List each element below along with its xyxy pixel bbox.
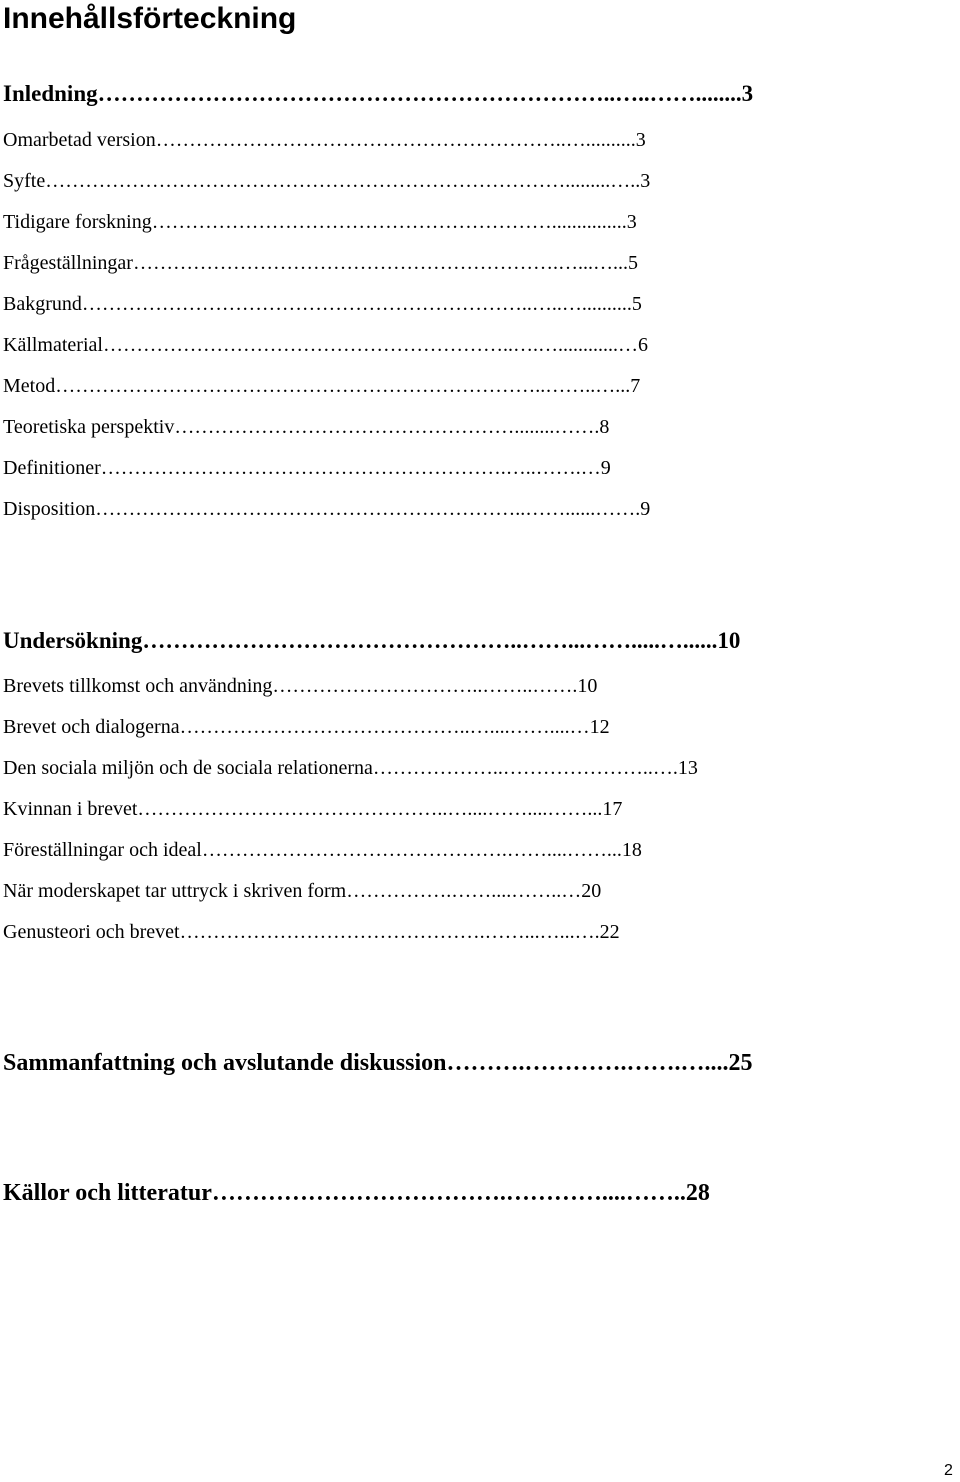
toc-heading-undersokning: Undersökning…………………………………………..……...…….....…......10	[3, 628, 741, 653]
toc-entry-moderskapet: När moderskapet tar uttryck i skriven form…………….……....……..…20	[3, 880, 602, 902]
toc-entry-brevet-och-dialogerna: Brevet och dialogerna……………………………………..…....……....…12	[3, 716, 610, 738]
toc-entry-disposition: Disposition………………………………………………………..……......…….9	[3, 498, 651, 520]
toc-entry-forestallningar: Föreställningar och ideal……………………………………….……....……...18	[3, 839, 642, 861]
toc-entry-metod: Metod………………………………………………………………..……..…...7	[3, 375, 641, 397]
toc-entry-kvinnan-i-brevet: Kvinnan i brevet………………………………………..…....……....……...17	[3, 798, 623, 820]
toc-entry-definitioner: Definitioner…………………………………………………….…..…….…9	[3, 457, 611, 479]
toc-heading-inledning: Inledning…………………………………………………………..…..……........3	[3, 81, 754, 106]
page-number: 2	[944, 1462, 953, 1479]
toc-entry-omarbetad-version: Omarbetad version……………………………………………………..…..........3	[3, 129, 646, 151]
toc-heading-kallor: Källor och litteratur……………………………….…………....……..28	[3, 1180, 710, 1206]
toc-entry-sociala-miljon: Den sociala miljön och de sociala relationerna………………..…………………..….13	[3, 757, 698, 779]
toc-entry-kallmaterial: Källmaterial……………………………………………………..….…............…6	[3, 334, 648, 356]
toc-entry-tidigare-forskning: Tidigare forskning……………………………………………………...............3	[3, 211, 637, 233]
toc-entry-genusteori: Genusteori och brevet……………………………………….……...…...….22	[3, 921, 620, 943]
toc-entry-syfte: Syfte…………………………………………………………………….........…..3	[3, 170, 651, 192]
toc-heading-sammanfattning: Sammanfattning och avslutande diskussion……….………….…….…....25	[3, 1050, 753, 1076]
toc-entry-brevets-tillkomst: Brevets tillkomst och användning…………………………..……..…….10	[3, 675, 598, 697]
toc-entry-teoretiska-perspektiv: Teoretiska perspektiv……………………………………………........…….8	[3, 416, 610, 438]
toc-entry-fragestallningar: Frågeställningar……………………………………………………….…...…...5	[3, 252, 638, 274]
page-title: Innehållsförteckning	[3, 2, 297, 35]
toc-entry-bakgrund: Bakgrund…………………………………………………………..…..…..........5	[3, 293, 642, 315]
